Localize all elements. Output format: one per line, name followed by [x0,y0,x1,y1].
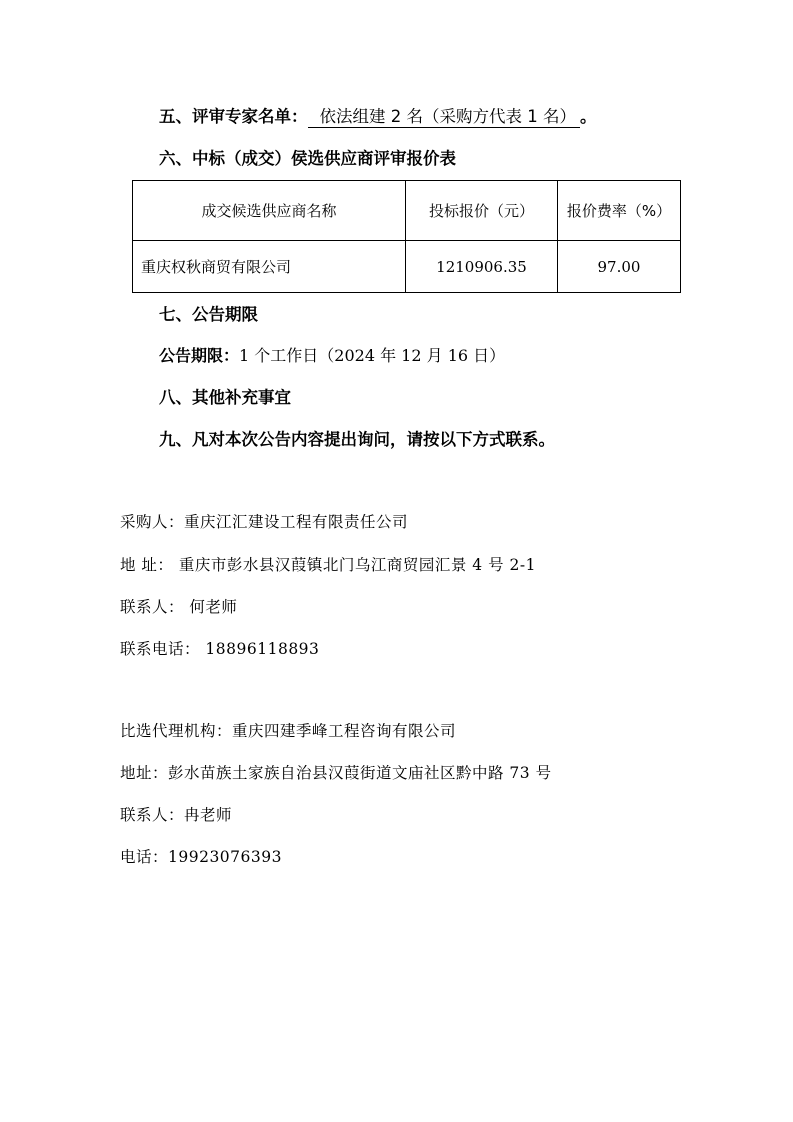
header-bid-price: 投标报价（元） [406,181,558,241]
cell-supplier-name: 重庆权秋商贸有限公司 [133,241,406,293]
section-8-heading: 八、其他补充事宜 [159,388,291,407]
announcement-period-label: 公告期限： [159,346,240,365]
agency-phone: 电话：19923076393 [120,848,282,866]
section-6-heading: 六、中标（成交）侯选供应商评审报价表 [159,149,456,168]
bid-price-table [132,180,681,293]
table-header-row [133,181,681,241]
expert-list-value: 依法组建 2 名（采购方代表 1 名） [308,108,580,128]
agency-address: 地址：彭水苗族土家族自治县汉葭街道文庙社区黔中路 73 号 [120,764,552,782]
section-5-label: 五、评审专家名单： [159,107,308,126]
purchaser-phone: 联系电话： 18896118893 [120,640,320,658]
section-5-line [159,107,596,128]
announcement-period-line [159,346,505,366]
cell-fee-rate: 97.00 [558,241,681,293]
section-5-suffix: 。 [579,107,597,126]
header-fee-rate: 报价费率（%） [558,181,681,241]
section-7-heading: 七、公告期限 [159,305,258,324]
table-row [133,241,681,293]
header-supplier-name: 成交候选供应商名称 [133,181,406,241]
cell-bid-price: 1210906.35 [406,241,558,293]
agency-name: 比选代理机构：重庆四建季峰工程咨询有限公司 [120,722,457,740]
purchaser-contact: 联系人： 何老师 [120,598,238,616]
announcement-period-value: 1 个工作日（2024 年 12 月 16 日） [239,346,506,365]
purchaser-address: 地 址： 重庆市彭水县汉葭镇北门乌江商贸园汇景 4 号 2-1 [120,556,536,574]
agency-contact: 联系人：冉老师 [120,806,233,824]
section-9-heading: 九、凡对本次公告内容提出询问，请按以下方式联系。 [159,430,555,449]
purchaser-name: 采购人：重庆江汇建设工程有限责任公司 [120,513,409,531]
